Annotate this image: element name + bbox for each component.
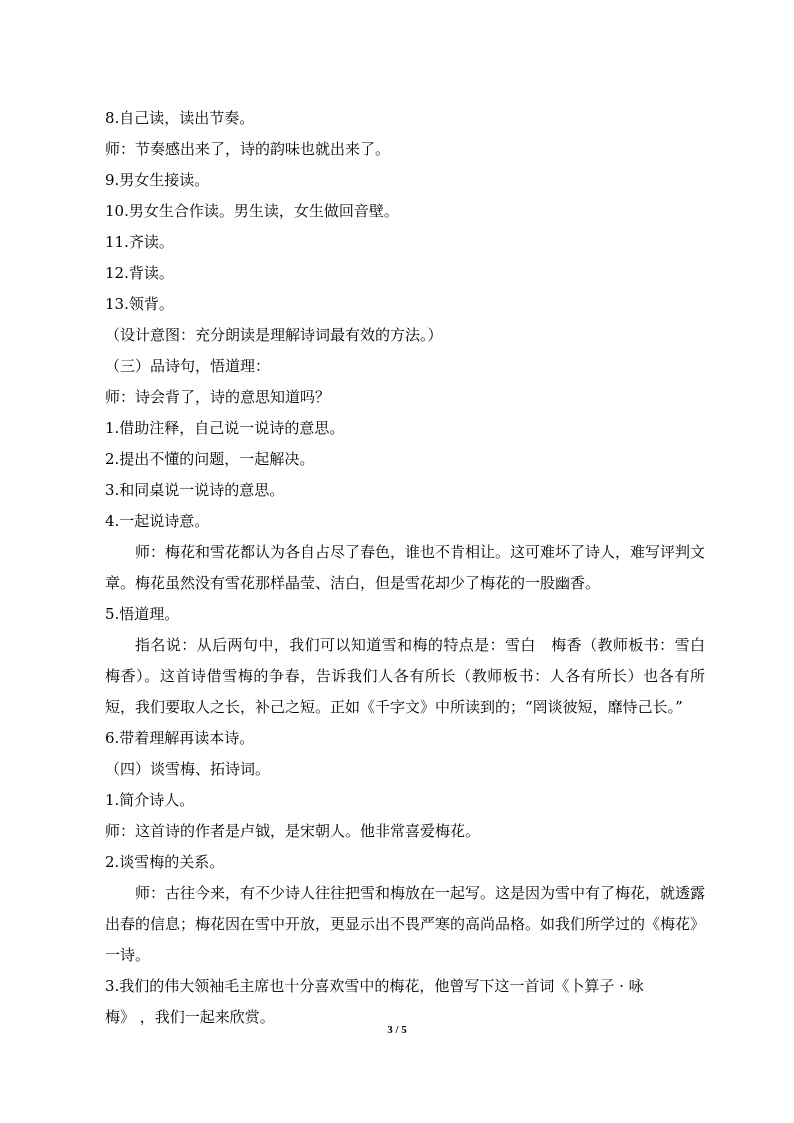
text-line: 2.谈雪梅的关系。 [105, 853, 225, 871]
text-line: 8.自己读，读出节奏。 [105, 109, 255, 127]
text-line: 10.男女生合作读。男生读，女生做回音壁。 [105, 202, 399, 220]
text-line: 师：节奏感出来了，诗的韵味也就出来了。 [105, 140, 391, 158]
text-line: 12.背读。 [105, 264, 174, 282]
design-intent-note: （设计意图：充分朗读是理解诗词最有效的方法。） [105, 326, 443, 344]
paragraph: 师：古往今来，有不少诗人往往把雪和梅放在一起写。这是因为雪中有了梅花，就透露出春的信息；梅花因在雪中开放，更显示出不畏严寒的高尚品格。如我们所学过的《梅花》一诗。 [105, 884, 706, 964]
text-line: 13.领背。 [105, 295, 174, 313]
text-line: 1.借助注释，自己说一说诗的意思。 [105, 419, 345, 437]
text-line: 师：这首诗的作者是卢钺，是宋朝人。他非常喜爱梅花。 [105, 822, 481, 840]
text-line: 3.和同桌说一说诗的意思。 [105, 481, 285, 499]
text-line: 4.一起说诗意。 [105, 512, 210, 530]
text-line: 3.我们的伟大领袖毛主席也十分喜欢雪中的梅花，他曾写下这一首词《卜算子 · 咏 [105, 977, 644, 995]
text-line: 1.简介诗人。 [105, 791, 195, 809]
text-line: 师：诗会背了，诗的意思知道吗？ [105, 388, 331, 406]
paragraph: 师：梅花和雪花都认为各自占尽了春色，谁也不肯相让。这可难坏了诗人，难写评判文章。梅花虽然没有雪花那样晶莹、洁白，但是雪花却少了梅花的一股幽香。 [105, 543, 706, 592]
section-heading: （三）品诗句，悟道理： [105, 357, 271, 375]
text-line: 9.男女生接读。 [105, 171, 210, 189]
page-number: 3 / 5 [387, 1024, 407, 1036]
text-line: 6.带着理解再读本诗。 [105, 729, 255, 747]
text-line: 梅》 ，我们一起来欣赏。 [105, 1008, 275, 1026]
text-line: 5.悟道理。 [105, 605, 180, 623]
section-heading: （四）谈雪梅、拓诗词。 [105, 760, 271, 778]
text-line: 11.齐读。 [105, 233, 174, 251]
body-text [105, 103, 721, 1033]
text-line: 2.提出不懂的问题，一起解决。 [105, 450, 315, 468]
paragraph: 指名说：从后两句中，我们可以知道雪和梅的特点是：雪白 梅香（教师板书：雪白 梅香）。这首诗借雪梅的争春，告诉我们人各有所长（教师板书：人各有所长）也各有所短，我们要取人之长，补己之短。正如《千字文》中所读到的；“罔谈彼短，靡恃己长。” [105, 636, 721, 716]
